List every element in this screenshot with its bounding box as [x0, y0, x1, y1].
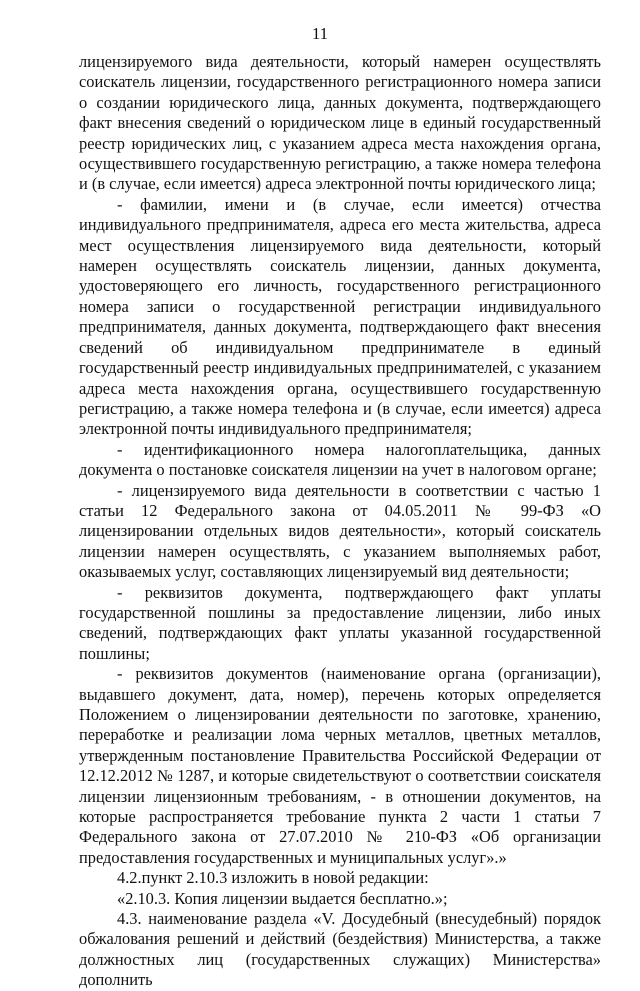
page-number: 11	[311, 24, 329, 43]
paragraph-document-details: - реквизитов документов (наименование органа (организации), выдавшего документ, дата, номер), перечень которых определяется Положением о лицензировании деятельности по заготовке, хранению, переработке и реализации лома черных металлов, цветных металлов, утвержденным постановление Правительства Российской Федерации от 12.12.2012 № 1287, и которые свидетельствуют о соответствии соискателя лицензии лицензионным требованиям, - в отношении документов, на которые распространяется требование пункта 2 части 1 статьи 7 Федерального закона от 27.07.2010 № 210-ФЗ «Об организации предоставления государственных и муниципальных услуг».»	[79, 664, 601, 867]
paragraph-taxpayer-number: - идентификационного номера налогоплательщика, данных документа о постановке соискателя лицензии на учет в налоговом органе;	[79, 439, 601, 480]
paragraph-state-fee: - реквизитов документа, подтверждающего факт уплаты государственной пошлины за предоставление лицензии, либо иных сведений, подтверждающих факт уплаты указанной государственной пошлины;	[79, 582, 601, 663]
paragraph-legal-entity-continuation: лицензируемого вида деятельности, который намерен осуществлять соискатель лицензии, государственного регистрационного номера записи о создании юридического лица, данных документа, подтверждающего факт внесения сведений о юридическом лице в единый государственный реестр юридических лиц, с указанием адреса места нахождения органа, осуществившего государственную регистрацию, а также номера телефона и (в случае, если имеется) адреса электронной почты юридического лица;	[79, 52, 601, 194]
paragraph-item-2-10-3: «2.10.3. Копия лицензии выдается бесплатно.»;	[117, 888, 448, 908]
paragraph-item-4-2: 4.2.пункт 2.10.3 изложить в новой редакции:	[117, 868, 429, 888]
paragraph-item-4-3: 4.3. наименование раздела «V. Досудебный (внесудебный) порядок обжалования решений и действий (бездействия) Министерства, а также должностных лиц (государственных служащих) Министерства» дополнить	[79, 909, 601, 990]
paragraph-licensed-activity: - лицензируемого вида деятельности в соответствии с частью 1 статьи 12 Федерального закона от 04.05.2011 № 99-ФЗ «О лицензировании отдельных видов деятельности», который соискатель лицензии намерен осуществлять, с указанием выполняемых работ, оказываемых услуг, составляющих лицензируемый вид деятельности;	[79, 480, 601, 582]
document-body	[79, 52, 601, 991]
paragraph-individual-entrepreneur: - фамилии, имени и (в случае, если имеется) отчества индивидуального предпринимателя, адреса его места жительства, адреса мест осуществления лицензируемого вида деятельности, который намерен осуществлять соискатель лицензии, данных документа, удостоверяющего его личность, государственного регистрационного номера записи о государственной регистрации индивидуального предпринимателя, данных документа, подтверждающего факт внесения сведений об индивидуальном предпринимателе в единый государственный реестр индивидуальных предпринимателей, с указанием адреса места нахождения органа, осуществившего государственную регистрацию, а также номера телефона и (в случае, если имеется) адреса электронной почты индивидуального предпринимателя;	[79, 194, 601, 439]
